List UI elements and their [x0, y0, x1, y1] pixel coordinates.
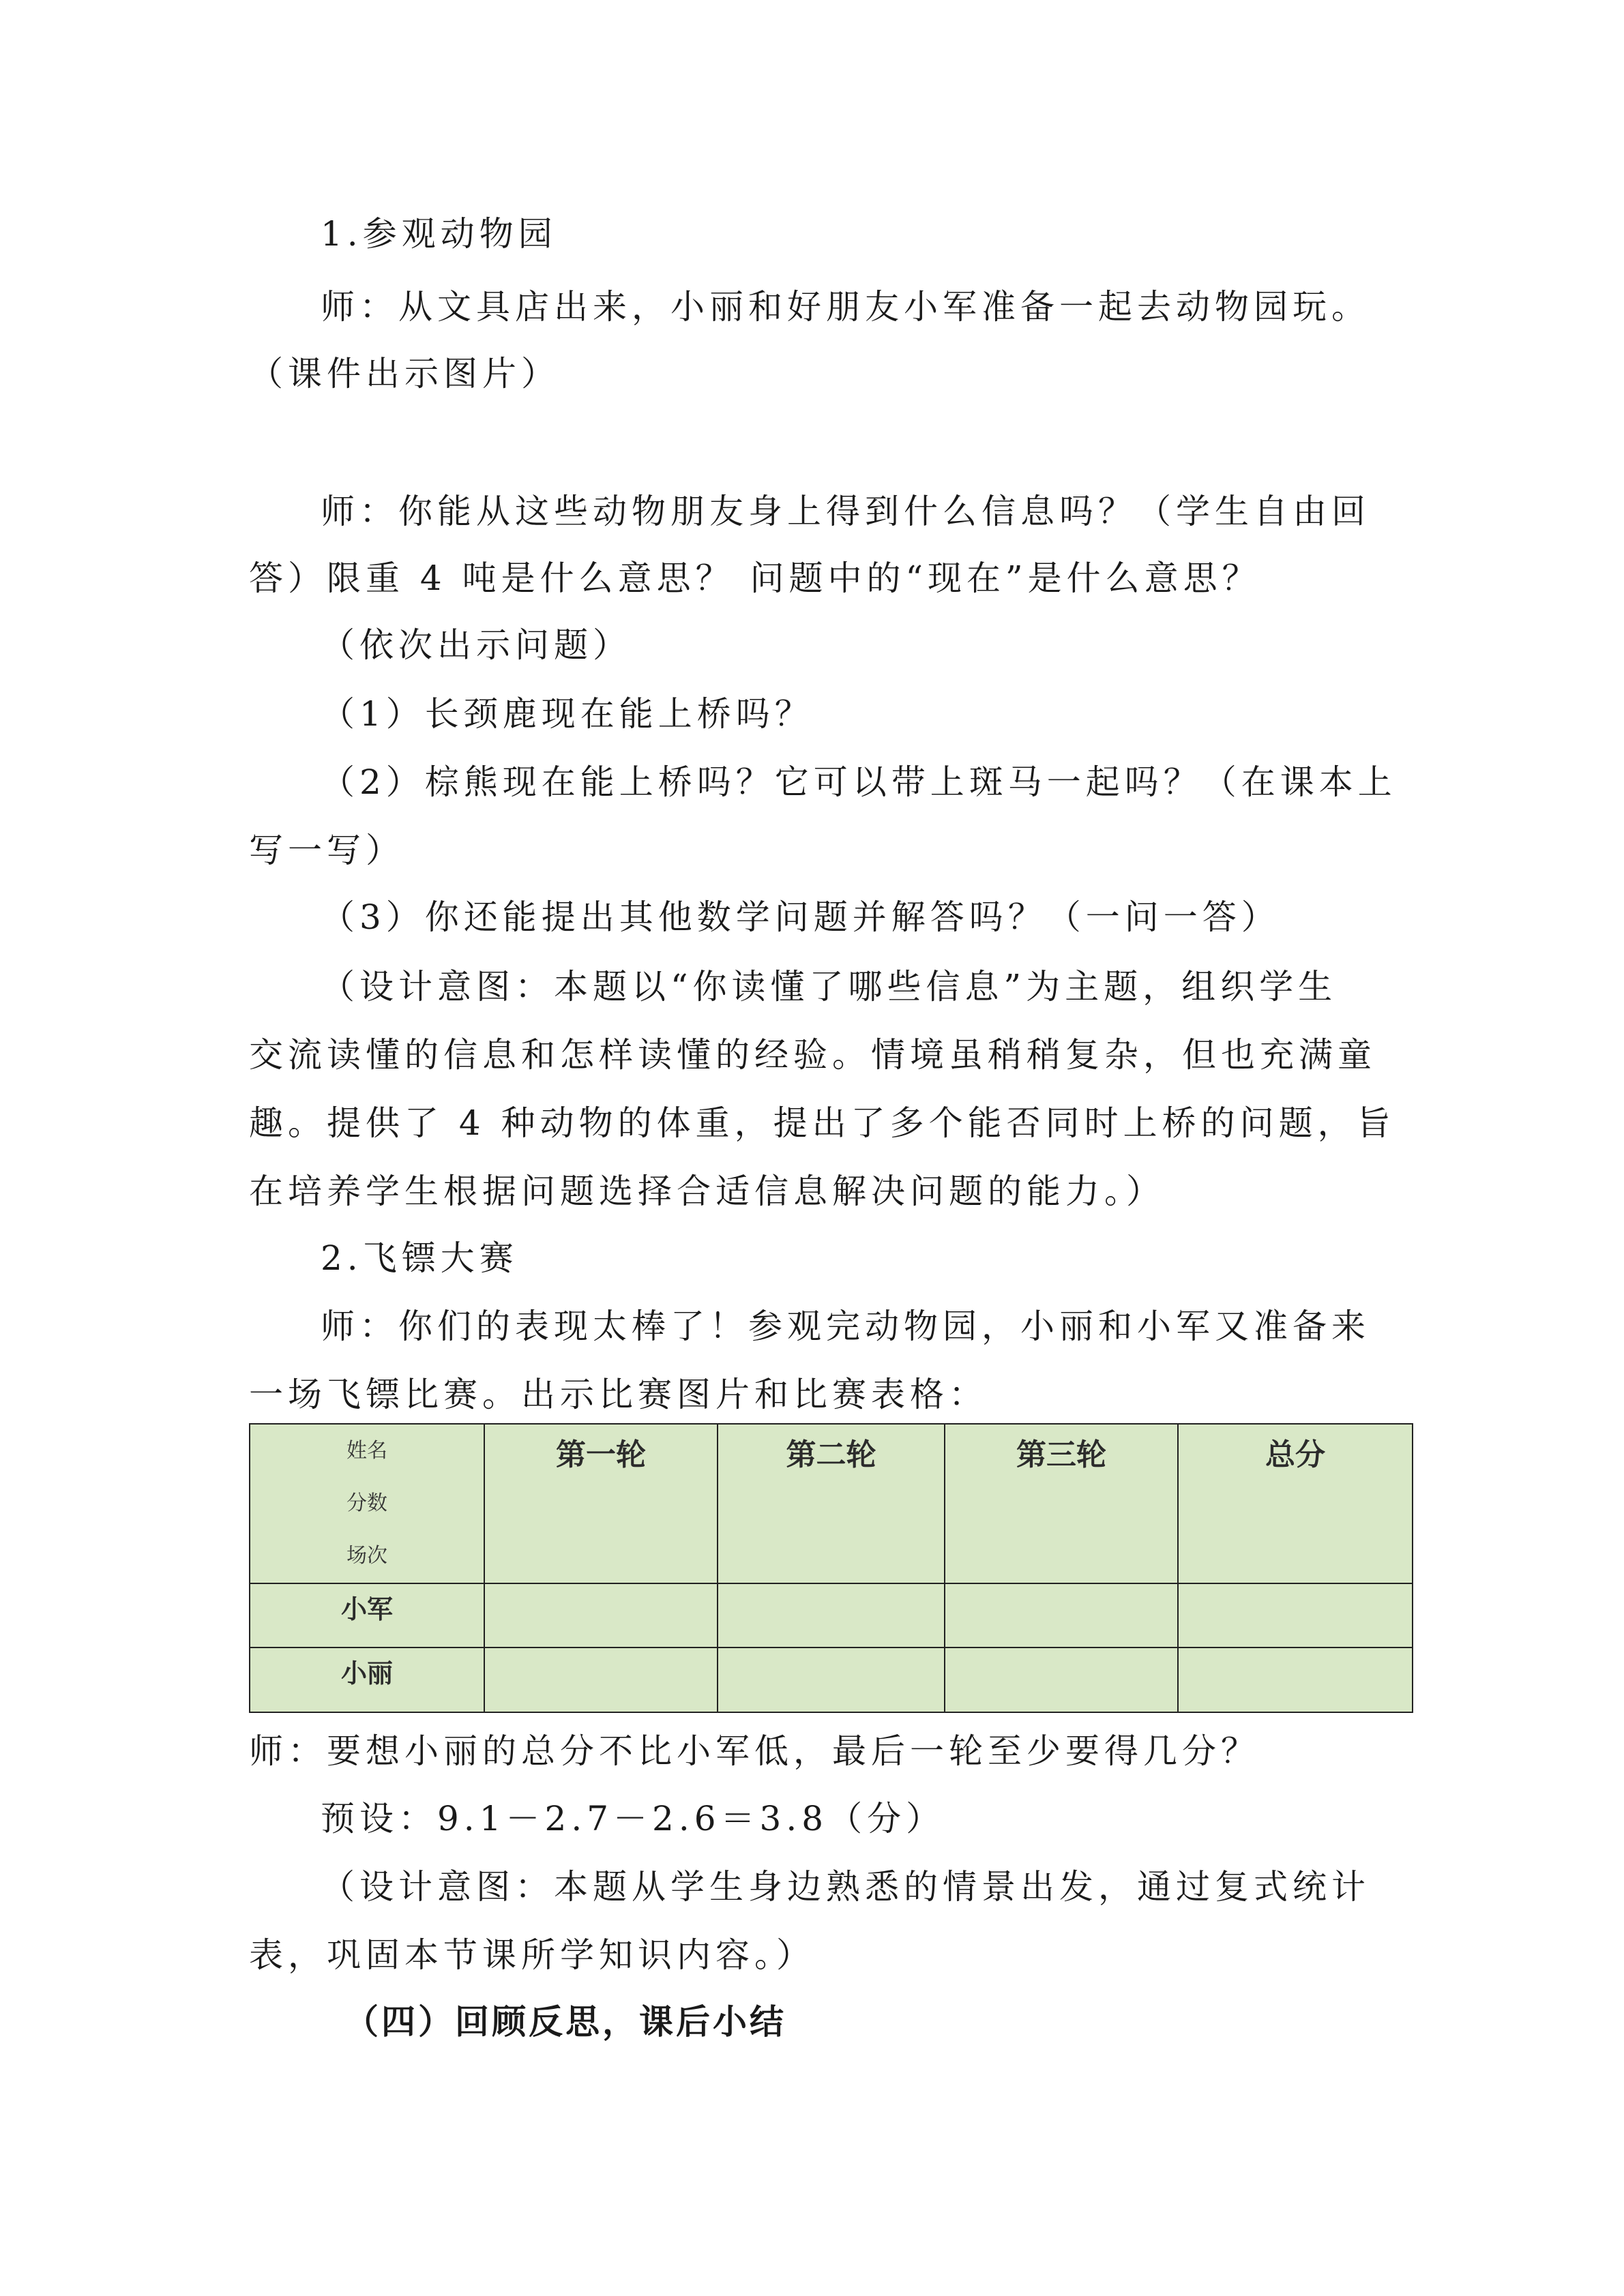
zoo-section-title: 1.参观动物园 [321, 214, 557, 254]
table-row [250, 1583, 1413, 1648]
paragraph-line: 师：要想小丽的总分不比小军低，最后一轮至少要得几分？ [249, 1731, 1260, 1771]
paragraph-line: 答）限重 4 吨是什么意思？ 问题中的“现在”是什么意思？ [249, 558, 1261, 598]
design-note-line: 在培养学生根据问题选择合适信息解决问题的能力。） [249, 1172, 1165, 1211]
section-heading: （四）回顾反思，课后小结 [344, 2002, 786, 2042]
row-name: 小军 [340, 1594, 393, 1624]
paragraph-line: 师：你能从这些动物朋友身上得到什么信息吗？（学生自由回 [321, 492, 1370, 531]
table-row [250, 1648, 1413, 1712]
table-cell [718, 1583, 945, 1648]
table-cell [945, 1583, 1178, 1648]
design-note-line: （设计意图：本题从学生身边熟悉的情景出发，通过复式统计 [321, 1867, 1370, 1907]
column-header: 第三轮 [1016, 1437, 1106, 1472]
paragraph-line: 写一写） [249, 831, 404, 870]
paragraph-line: （课件出示图片） [249, 354, 560, 393]
corner-label: 分数 [346, 1491, 387, 1515]
table-header-cell [1178, 1424, 1413, 1583]
table-header-cell [484, 1424, 718, 1583]
corner-label: 场次 [346, 1544, 387, 1568]
table-header-cell [718, 1424, 945, 1583]
table-header-cell [945, 1424, 1178, 1583]
corner-label: 姓名 [346, 1439, 387, 1463]
table-cell [1178, 1648, 1413, 1712]
table-cell [718, 1648, 945, 1712]
table-cell [945, 1648, 1178, 1712]
question-item: （2）棕熊现在能上桥吗？它可以带上斑马一起吗？（在课本上 [321, 762, 1397, 802]
column-header: 第一轮 [556, 1437, 646, 1472]
row-name-cell [250, 1648, 484, 1712]
table-cell [1178, 1583, 1413, 1648]
preset-formula: 预设：9.1－2.7－2.6＝3.8（分） [321, 1799, 945, 1838]
design-note-line: 趣。提供了 4 种动物的体重，提出了多个能否同时上桥的问题，旨 [249, 1103, 1396, 1143]
table-cell [484, 1583, 718, 1648]
paragraph-line: 一场飞镖比赛。出示比赛图片和比赛表格： [249, 1375, 988, 1414]
table-cell [484, 1648, 718, 1712]
design-note-line: 表，巩固本节课所学知识内容。） [249, 1935, 815, 1975]
column-header: 总分 [1265, 1437, 1325, 1472]
row-name: 小丽 [340, 1658, 393, 1688]
row-name-cell [250, 1583, 484, 1648]
design-note-line: （设计意图：本题以“你读懂了哪些信息”为主题，组织学生 [321, 967, 1338, 1007]
question-item: （1）长颈鹿现在能上桥吗？ [321, 694, 814, 734]
question-item: （3）你还能提出其他数学问题并解答吗？（一问一答） [321, 897, 1280, 937]
column-header: 第二轮 [786, 1437, 876, 1472]
table-header-row [250, 1424, 1413, 1583]
dart-section-title: 2.飞镖大赛 [321, 1238, 518, 1278]
table-corner-cell [250, 1424, 484, 1583]
paragraph-line: （依次出示问题） [321, 625, 632, 665]
design-note-line: 交流读懂的信息和怎样读懂的经验。情境虽稍稍复杂，但也充满童 [249, 1035, 1376, 1075]
score-table [249, 1423, 1413, 1713]
paragraph-line: 师：你们的表现太棒了！参观完动物园，小丽和小军又准备来 [321, 1307, 1370, 1346]
paragraph-line: 师：从文具店出来，小丽和好朋友小军准备一起去动物园玩。 [321, 287, 1370, 327]
